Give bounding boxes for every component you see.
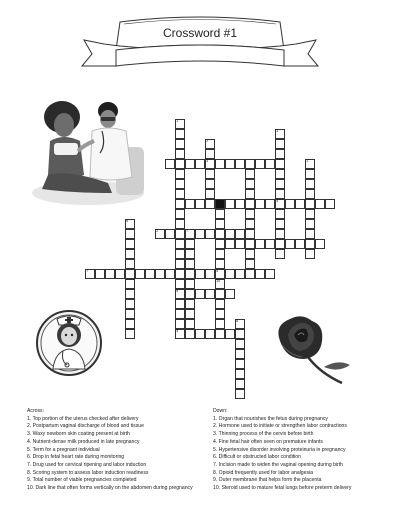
grid-cell[interactable]	[175, 269, 185, 279]
across-clue-4: 4. Nutrient-dense milk produced in late pregnancy	[27, 438, 140, 445]
down-clue-5: 5. Hypertensive disorder involving proteinuria in pregnancy	[213, 446, 346, 453]
grid-cell[interactable]	[235, 239, 245, 249]
grid-cell[interactable]	[245, 249, 255, 259]
grid-cell[interactable]	[285, 239, 295, 249]
grid-cell[interactable]	[295, 239, 305, 249]
grid-cell[interactable]	[305, 179, 315, 189]
grid-cell[interactable]	[185, 269, 195, 279]
grid-cell[interactable]	[195, 289, 205, 299]
grid-cell[interactable]	[305, 189, 315, 199]
across-clue-1: 1. Top portion of the uterus checked after delivery	[27, 415, 139, 422]
grid-cell[interactable]	[225, 159, 235, 169]
grid-clue-number: 4	[276, 199, 279, 203]
grid-cell[interactable]	[185, 319, 195, 329]
grid-cell[interactable]	[175, 169, 185, 179]
grid-cell[interactable]	[205, 149, 215, 159]
grid-cell[interactable]	[305, 169, 315, 179]
grid-cell[interactable]	[185, 159, 195, 169]
across-clue-10: 10. Dark line that often forms vertically on the abdomen during pregnancy	[27, 485, 193, 492]
grid-cell[interactable]	[185, 309, 195, 319]
grid-cell[interactable]	[225, 329, 235, 339]
grid-cell[interactable]	[205, 289, 215, 299]
grid-cell[interactable]	[235, 229, 245, 239]
down-clue-9: 9. Outer membrane that helps form the placenta	[213, 477, 322, 484]
grid-cell[interactable]	[215, 319, 225, 329]
grid-cell[interactable]	[125, 299, 135, 309]
grid-cell[interactable]	[245, 199, 255, 209]
grid-cell[interactable]	[165, 159, 175, 169]
grid-cell[interactable]	[245, 259, 255, 269]
across-clue-5: 5. Term for a pregnant individual	[27, 446, 100, 453]
grid-cell[interactable]	[215, 309, 225, 319]
grid-clue-number: 7	[86, 269, 89, 273]
grid-cell[interactable]	[275, 189, 285, 199]
grid-cell[interactable]	[275, 179, 285, 189]
grid-cell[interactable]	[175, 299, 185, 309]
grid-cell[interactable]	[175, 189, 185, 199]
grid-cell[interactable]	[215, 239, 225, 249]
grid-cell[interactable]	[315, 239, 325, 249]
grid-cell[interactable]	[105, 269, 115, 279]
grid-cell[interactable]	[215, 219, 225, 229]
grid-cell[interactable]	[305, 229, 315, 239]
grid-cell[interactable]	[225, 239, 235, 249]
grid-cell[interactable]	[185, 279, 195, 289]
down-clue-8: 8. Opioid frequently used for labor analgesia	[213, 469, 313, 476]
down-heading: Down:	[213, 408, 228, 414]
grid-cell[interactable]	[235, 269, 245, 279]
grid-cell[interactable]	[165, 269, 175, 279]
grid-cell[interactable]	[175, 159, 185, 169]
grid-cell[interactable]	[245, 209, 255, 219]
grid-cell[interactable]	[185, 289, 195, 299]
grid-clue-number: 4	[176, 329, 179, 333]
grid-cell[interactable]	[125, 329, 135, 339]
grid-cell[interactable]	[305, 249, 315, 259]
grid-cell[interactable]	[195, 329, 205, 339]
grid-cell[interactable]	[155, 269, 165, 279]
grid-clue-number: 10	[216, 279, 220, 283]
grid-cell[interactable]	[245, 239, 255, 249]
down-clue-10: 10. Steroid used to mature fetal lungs before preterm delivery	[213, 485, 352, 492]
grid-cell[interactable]	[235, 339, 245, 349]
grid-cell[interactable]	[215, 249, 225, 259]
grid-cell[interactable]	[275, 249, 285, 259]
grid-cell[interactable]	[125, 279, 135, 289]
puzzle-title: Crossword #1	[162, 26, 238, 40]
grid-cell[interactable]	[125, 229, 135, 239]
grid-cell[interactable]	[175, 179, 185, 189]
grid-cell[interactable]	[305, 209, 315, 219]
down-clue-6: 6. Difficult or obstructed labor condition	[213, 454, 301, 461]
grid-cell[interactable]	[255, 199, 265, 209]
grid-clue-number: 6	[126, 219, 129, 223]
grid-cell[interactable]	[305, 219, 315, 229]
grid-cell[interactable]	[195, 229, 205, 239]
grid-cell[interactable]	[205, 169, 215, 179]
grid-clue-number: 3	[276, 129, 279, 133]
grid-cell[interactable]	[185, 239, 195, 249]
grid-cell[interactable]	[185, 299, 195, 309]
grid-cell[interactable]	[95, 269, 105, 279]
grid-clue-number: 1	[306, 159, 309, 163]
grid-cell[interactable]	[175, 199, 185, 209]
grid-clue-number: 2	[206, 139, 209, 143]
grid-cell[interactable]	[265, 159, 275, 169]
grid-cell[interactable]	[175, 219, 185, 229]
grid-cell[interactable]	[235, 379, 245, 389]
grid-cell[interactable]	[275, 149, 285, 159]
grid-cell[interactable]	[125, 239, 135, 249]
grid-cell[interactable]	[245, 159, 255, 169]
grid-cell[interactable]	[215, 229, 225, 239]
grid-cell[interactable]	[225, 289, 235, 299]
grid-cell[interactable]	[125, 259, 135, 269]
grid-cell[interactable]	[235, 199, 245, 209]
grid-cell[interactable]	[175, 319, 185, 329]
grid-cell[interactable]	[175, 229, 185, 239]
grid-cell[interactable]	[235, 329, 245, 339]
down-clue-3: 3. Thinning process of the cervix before birth	[213, 431, 314, 438]
grid-cell[interactable]	[125, 289, 135, 299]
grid-cell[interactable]	[185, 259, 195, 269]
grid-cell[interactable]	[125, 309, 135, 319]
down-clue-1: 1. Organ that nourishes the fetus during pregnancy	[213, 415, 328, 422]
grid-cell[interactable]	[215, 259, 225, 269]
grid-cell[interactable]	[245, 169, 255, 179]
grid-clue-number: 2	[156, 229, 159, 233]
grid-cell[interactable]	[145, 269, 155, 279]
grid-cell[interactable]	[245, 179, 255, 189]
grid-cell[interactable]	[235, 359, 245, 369]
grid-cell[interactable]	[325, 199, 335, 209]
grid-cell[interactable]	[205, 179, 215, 189]
grid-cell[interactable]	[305, 239, 315, 249]
across-clue-3: 3. Waxy newborn skin coating present at birth	[27, 431, 130, 438]
down-clues	[213, 408, 393, 493]
grid-cell[interactable]	[245, 269, 255, 279]
grid-cell[interactable]	[185, 199, 195, 209]
grid-cell[interactable]	[265, 239, 275, 249]
grid-cell[interactable]	[175, 149, 185, 159]
grid-clue-number: 3	[206, 159, 209, 163]
across-clue-2: 2. Postpartum vaginal discharge of blood and tissue	[27, 423, 144, 430]
grid-cell[interactable]	[265, 269, 275, 279]
grid-cell[interactable]	[175, 129, 185, 139]
grid-cell[interactable]	[125, 249, 135, 259]
grid-cell[interactable]	[195, 159, 205, 169]
grid-cell[interactable]	[205, 199, 215, 209]
grid-cell[interactable]	[275, 159, 285, 169]
grid-cell[interactable]	[225, 199, 235, 209]
grid-cell[interactable]	[215, 299, 225, 309]
across-clue-9: 9. Total number of viable pregnancies completed	[27, 477, 137, 484]
grid-cell[interactable]	[205, 189, 215, 199]
grid-cell[interactable]	[275, 219, 285, 229]
across-clue-6: 6. Drop in fetal heart rate during monitoring	[27, 454, 125, 461]
grid-cell[interactable]	[255, 269, 265, 279]
down-clue-4: 4. Fine fetal hair often seen on premature infants	[213, 438, 323, 445]
grid-cell[interactable]	[185, 329, 195, 339]
grid-cell[interactable]	[205, 269, 215, 279]
grid-cell[interactable]	[255, 239, 265, 249]
grid-cell[interactable]	[275, 239, 285, 249]
grid-cell[interactable]	[175, 259, 185, 269]
across-clues	[27, 408, 212, 493]
grid-cell[interactable]	[215, 329, 225, 339]
grid-clue-number: 5	[216, 199, 219, 203]
grid-cell[interactable]	[135, 269, 145, 279]
grid-clue-number: 1	[176, 119, 179, 123]
grid-cell[interactable]	[125, 319, 135, 329]
grid-cell[interactable]	[205, 329, 215, 339]
grid-cell[interactable]	[195, 269, 205, 279]
grid-cell[interactable]	[265, 199, 275, 209]
grid-cell[interactable]	[115, 269, 125, 279]
grid-cell[interactable]	[235, 369, 245, 379]
grid-cell[interactable]	[215, 209, 225, 219]
grid-clue-number: 9	[176, 289, 179, 293]
grid-cell[interactable]	[225, 229, 235, 239]
grid-cell[interactable]	[315, 199, 325, 209]
grid-cell[interactable]	[175, 139, 185, 149]
grid-cell[interactable]	[245, 189, 255, 199]
grid-cell[interactable]	[205, 229, 215, 239]
grid-cell[interactable]	[235, 389, 245, 399]
grid-cell[interactable]	[245, 229, 255, 239]
down-clue-2: 2. Hormone used to initiate or strengthen labor contractions	[213, 423, 347, 430]
grid-cell[interactable]	[125, 269, 135, 279]
grid-cell[interactable]	[175, 239, 185, 249]
grid-cell[interactable]	[255, 159, 265, 169]
down-clue-7: 7. Incision made to widen the vaginal opening during birth	[213, 461, 343, 468]
grid-cell[interactable]	[275, 139, 285, 149]
grid-cell[interactable]	[295, 199, 305, 209]
across-clue-8: 8. Scoring system to assess labor induction readiness	[27, 469, 149, 476]
grid-cell[interactable]	[235, 159, 245, 169]
grid-clue-number: 7	[186, 229, 189, 233]
grid-cell[interactable]	[215, 289, 225, 299]
grid-clue-number: 8	[236, 319, 239, 323]
grid-cell[interactable]	[235, 349, 245, 359]
grid-cell[interactable]	[275, 229, 285, 239]
grid-cell[interactable]	[175, 209, 185, 219]
grid-cell[interactable]	[225, 269, 235, 279]
grid-cell[interactable]	[175, 279, 185, 289]
grid-cell[interactable]	[275, 169, 285, 179]
grid-cell[interactable]	[195, 199, 205, 209]
grid-cell[interactable]	[185, 249, 195, 259]
across-heading: Across:	[27, 408, 44, 414]
grid-cell[interactable]	[305, 199, 315, 209]
grid-clue-number: 5	[216, 269, 219, 273]
grid-cell[interactable]	[215, 159, 225, 169]
grid-cell[interactable]	[245, 219, 255, 229]
grid-cell[interactable]	[175, 309, 185, 319]
grid-cell[interactable]	[275, 209, 285, 219]
across-clue-7: 7. Drug used for cervical ripening and labor induction	[27, 461, 147, 468]
grid-cell[interactable]	[285, 199, 295, 209]
grid-cell[interactable]	[165, 229, 175, 239]
grid-cell[interactable]	[175, 249, 185, 259]
